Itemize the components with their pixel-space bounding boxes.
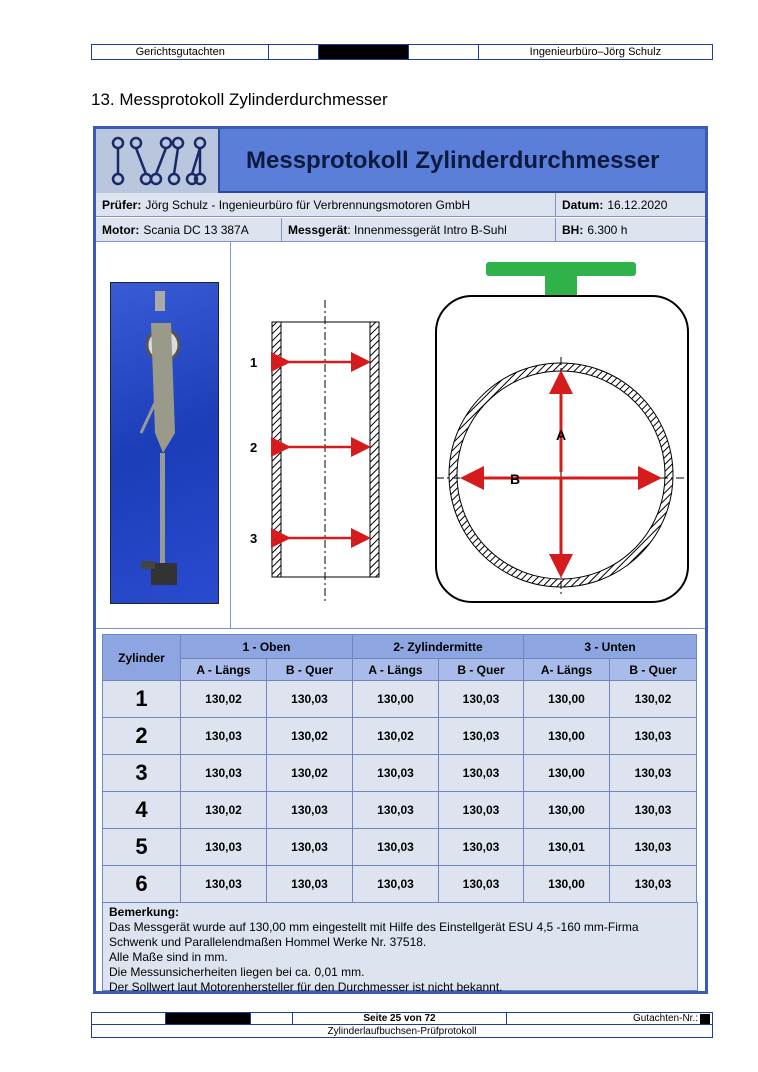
pruefer-cell: Prüfer: Jörg Schulz - Ingenieurbüro für Verbrennungsmotoren GmbH xyxy=(96,193,556,216)
datum-cell: Datum: 16.12.2020 xyxy=(562,197,668,212)
section-title: 13. Messprotokoll Zylinderdurchmesser xyxy=(91,90,388,109)
measurement-cell: 130,03 xyxy=(267,866,353,903)
measurement-cell: 130,02 xyxy=(267,718,353,755)
header-right: Ingenieurbüro–Jörg Schulz xyxy=(529,46,662,58)
subheader: A- Längs xyxy=(524,659,610,681)
group-header-mitte: 2- Zylindermitte xyxy=(353,635,524,659)
zylinder-number: 4 xyxy=(103,792,181,829)
measurement-cell: 130,03 xyxy=(353,792,439,829)
group-header-oben: 1 - Oben xyxy=(181,635,353,659)
subheader: B - Quer xyxy=(267,659,353,681)
measurement-cell: 130,01 xyxy=(524,829,610,866)
page-footer xyxy=(91,1012,713,1025)
measurement-cell: 130,00 xyxy=(524,755,610,792)
measurement-cell: 130,03 xyxy=(353,866,439,903)
table-row xyxy=(103,866,697,903)
zylinder-number: 3 xyxy=(103,755,181,792)
remark-line: Alle Maße sind in mm. xyxy=(109,950,228,964)
page-header xyxy=(91,44,713,60)
header-redacted xyxy=(319,45,409,59)
remark-line: Schwenk und Parallelendmaßen Hommel Werke Nr. 37518. xyxy=(109,935,427,949)
motor-cell: Motor: Scania DC 13 387A xyxy=(96,218,282,241)
measurement-cell: 130,02 xyxy=(181,681,267,718)
measurement-cell: 130,03 xyxy=(439,718,524,755)
measurement-cell: 130,03 xyxy=(353,829,439,866)
measurement-cell: 130,03 xyxy=(267,829,353,866)
label-a: A xyxy=(556,427,567,443)
measurement-cell: 130,02 xyxy=(181,792,267,829)
measurement-cell: 130,03 xyxy=(353,755,439,792)
subheader: B - Quer xyxy=(439,659,524,681)
level-2-label: 2 xyxy=(250,440,258,455)
remark-line: Die Messunsicherheiten liegen bei ca. 0,01 mm. xyxy=(109,965,365,979)
header-blank-2 xyxy=(409,45,479,59)
header-blank xyxy=(269,45,319,59)
label-b: B xyxy=(510,471,521,487)
measurement-cell: 130,03 xyxy=(439,792,524,829)
drawing-area xyxy=(96,242,705,629)
measurement-cell: 130,02 xyxy=(610,681,697,718)
banner xyxy=(96,129,705,193)
measurement-table xyxy=(102,634,697,903)
remark-box xyxy=(102,902,698,994)
measurement-cell: 130,03 xyxy=(267,792,353,829)
measurement-cell: 130,03 xyxy=(181,718,267,755)
footer-page-number: Seite 25 von 72 xyxy=(293,1013,506,1024)
table-row xyxy=(103,755,697,792)
table-row xyxy=(103,718,697,755)
subheader: A - Längs xyxy=(181,659,267,681)
measurement-cell: 130,03 xyxy=(439,866,524,903)
footer-subtitle: Zylinderlaufbuchsen-Prüfprotokoll xyxy=(91,1025,713,1038)
bore-gauge-photo xyxy=(110,282,219,604)
ivm-logo xyxy=(96,129,220,193)
measurement-cell: 130,03 xyxy=(181,829,267,866)
measurement-cell: 130,02 xyxy=(267,755,353,792)
measurement-cell: 130,00 xyxy=(524,681,610,718)
zylinder-header: Zylinder xyxy=(103,635,181,681)
table-row xyxy=(103,829,697,866)
measurement-cell: 130,00 xyxy=(524,866,610,903)
protocol-frame xyxy=(93,126,708,994)
measurement-cell: 130,03 xyxy=(439,681,524,718)
measurement-cell: 130,03 xyxy=(610,829,697,866)
footer-blank-2 xyxy=(251,1013,293,1024)
bh-cell: BH: 6.300 h xyxy=(562,222,628,237)
zylinder-number: 5 xyxy=(103,829,181,866)
banner-title: Messprotokoll Zylinderdurchmesser xyxy=(246,147,660,174)
measurement-cell: 130,03 xyxy=(439,755,524,792)
remark-line: Der Sollwert laut Motorenhersteller für den Durchmesser ist nicht bekannt. xyxy=(109,980,503,994)
bore-gauge-icon xyxy=(111,283,220,605)
measurement-cell: 130,00 xyxy=(524,792,610,829)
cylinder-diagram xyxy=(236,242,696,629)
subheader: A - Längs xyxy=(353,659,439,681)
level-3-label: 3 xyxy=(250,531,258,546)
zylinder-number: 2 xyxy=(103,718,181,755)
svg-text:IVM: IVM xyxy=(100,137,102,138)
zylinder-number: 6 xyxy=(103,866,181,903)
info-row-2 xyxy=(96,218,705,242)
table-row xyxy=(103,792,697,829)
measurement-cell: 130,03 xyxy=(610,792,697,829)
cross-section xyxy=(436,262,688,602)
group-header-unten: 3 - Unten xyxy=(524,635,697,659)
remark-label: Bemerkung: xyxy=(109,905,180,919)
level-1-label: 1 xyxy=(250,355,258,370)
zylinder-number: 1 xyxy=(103,681,181,718)
drawing-separator xyxy=(230,242,231,629)
messgeraet-cell: Messgerät : Innenmessgerät Intro B-Suhl xyxy=(282,218,556,241)
measurement-cell: 130,03 xyxy=(610,866,697,903)
measurement-cell: 130,03 xyxy=(181,866,267,903)
ivm-logo-icon xyxy=(96,129,220,193)
measurement-cell: 130,03 xyxy=(610,718,697,755)
measurement-cell: 130,03 xyxy=(267,681,353,718)
measurement-cell: 130,00 xyxy=(524,718,610,755)
info-row-1 xyxy=(96,193,705,217)
longitudinal-section xyxy=(250,300,379,602)
footer-redacted xyxy=(166,1013,252,1024)
footer-blank xyxy=(92,1013,166,1024)
remark-line: Das Messgerät wurde auf 130,00 mm eingestellt mit Hilfe des Einstellgerät ESU 4,5 -160 mm-Firma xyxy=(109,920,639,934)
table-body xyxy=(103,681,697,903)
measurement-cell: 130,02 xyxy=(353,718,439,755)
footer-gutachten: Gutachten-Nr.: xyxy=(507,1013,712,1024)
header-left: Gerichtsgutachten xyxy=(92,45,269,59)
measurement-cell: 130,03 xyxy=(610,755,697,792)
subheader: B - Quer xyxy=(610,659,697,681)
measurement-cell: 130,03 xyxy=(181,755,267,792)
table-row xyxy=(103,681,697,718)
measurement-cell: 130,03 xyxy=(439,829,524,866)
measurement-cell: 130,00 xyxy=(353,681,439,718)
